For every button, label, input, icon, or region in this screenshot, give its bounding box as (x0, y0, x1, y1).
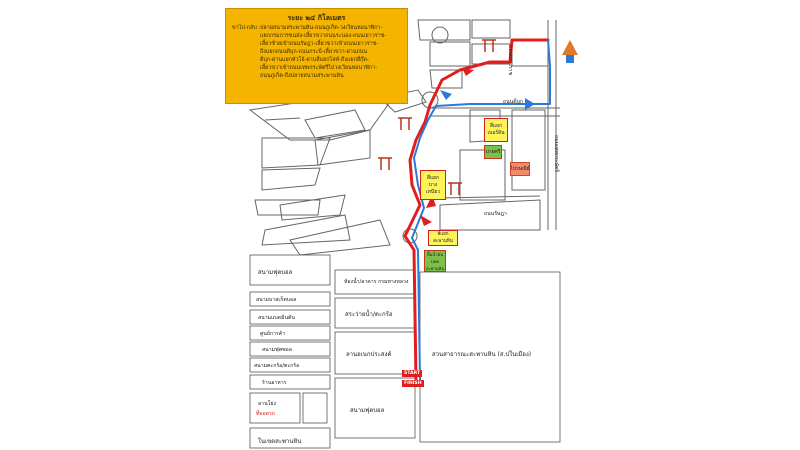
road-label-rasada: ถนนรัษฎา (484, 211, 507, 217)
venue-saphan-hin-zone: ในเขตสะพานหิน (258, 438, 302, 445)
venue-takraw: สนามตะกร้อ/ตะกร้อ (254, 363, 300, 369)
poi-bang-niao-junction: สี่แยก บาง เหนียว (420, 170, 446, 200)
poi-baisri: บายศรี (484, 145, 502, 159)
venue-parking: ที่จอดรถ (256, 411, 275, 417)
venue-saphan-hin-park: สวนสาธารณะสะพานหิน (ส.ปในเมือง) (432, 351, 532, 358)
arrow-icon (420, 68, 474, 226)
venue-futsal: สนามฟุตซอล (262, 347, 292, 353)
road-label-debuk: ถนนดีบุก (503, 99, 524, 105)
finish-marker: FINISH (404, 381, 422, 386)
route-description: ปลายสนามสระพานหิน-ถนนภูเก็ต-วงเวียนหอนาฬิกา- แยกกรมการขนส่ง-เลี้ยวขวาถนนระนอง-ถนนเยาวราช- เลี้ยวซ้ายเข้าถนนรัษฎา-เลี้ยวขวาเข้าถนนเยาวราช- ถึงแยกถนนดีบุก-ถนนกระบี่-เลี้ยวขวา-ผ่านถนน ดีบุก-ผ่านแยกหัวโจ้-ผ่านสี่แยกไลท์-ถึงแยกสี่กุ๊ด- เลี้ยวขวาเข้าถนนเทพกระษัตรีไปวงเวียนหอนาฬิกา- ถนนภูเก็ต-ถึงปลายสนามสระพานหิน (260, 25, 387, 79)
poi-post-office: ไปรษณีย์ (510, 162, 530, 176)
venue-swimming-pool: สระว่ายน้ำ/ตะกร้อ (345, 311, 393, 318)
venue-football-field: สนามฟุตบอล (258, 269, 293, 276)
road-label-yaowarat: ถนนเยาวราช (507, 45, 513, 76)
venue-mall: ศูนย์การค้า (260, 331, 286, 337)
poi-berlin-junction: สี่แยก เบอร์ลิน (484, 118, 508, 142)
start-marker: START (404, 371, 421, 376)
route-distance-title: ระยะ ๒๔ กิโลเมตร (287, 14, 346, 22)
route-direction-label: ขาไป-กลับ : (232, 25, 261, 31)
venue-football-field-2: สนามฟุตบอล (350, 407, 385, 414)
venue-multipurpose-yard: ลานอเนกประสงค์ (346, 351, 392, 358)
poi-saphan-hin-junction: สี่แยก สะพานหิน (428, 230, 458, 246)
venue-restaurant: ร้านอาหาร (262, 380, 287, 386)
venue-highway-office: ห้องน้ำ/อาคาร กรมทางหลวง (344, 279, 409, 285)
clock-tower-icon (562, 40, 578, 63)
venue-badminton: สนามแบดมินตัน (258, 315, 295, 321)
poi-ptt-station: ปั๊มน้ำมันปตท สะพานหิน (425, 251, 445, 271)
venue-basketball: สนามบาสเก็ตบอล (256, 297, 297, 303)
route-info-box (225, 8, 408, 104)
venue-yong-yard: ลานโย่ง (258, 401, 276, 407)
road-label-thepkrasattri: ถนนเทพกระษัตรี (553, 135, 559, 173)
